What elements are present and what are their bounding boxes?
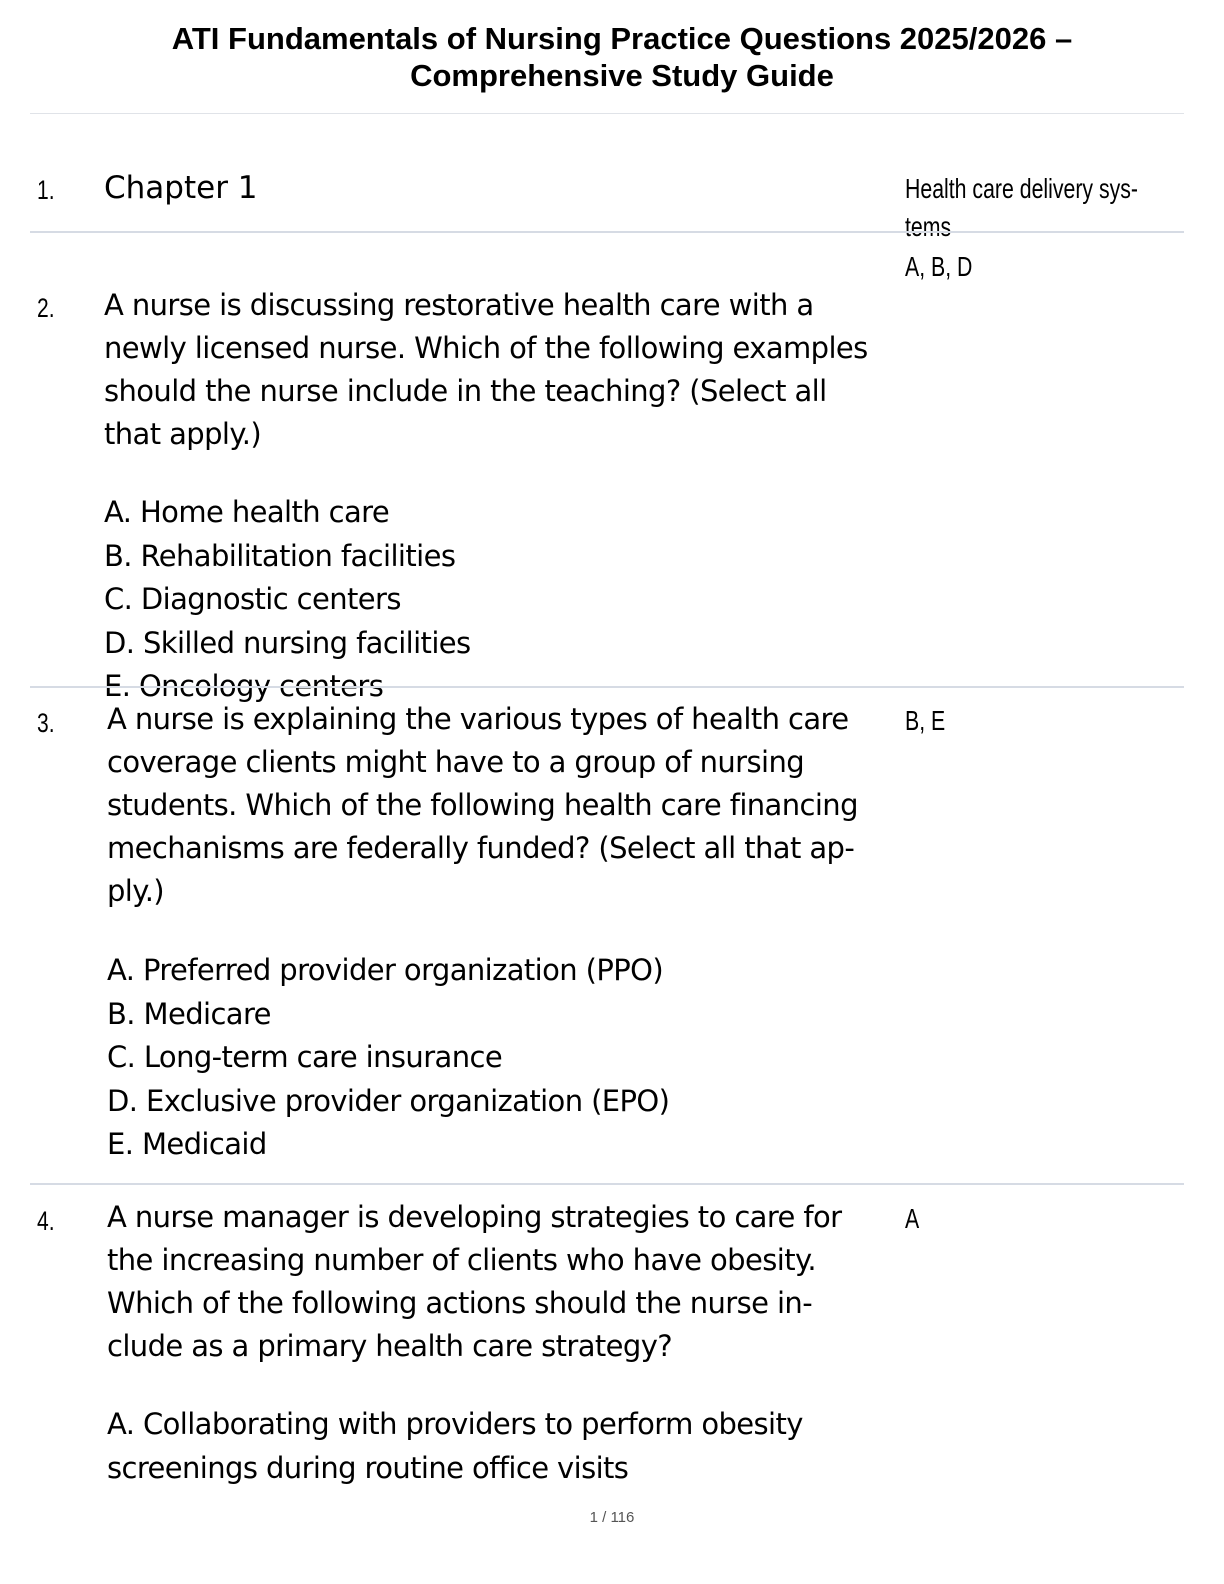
title-line-1: ATI Fundamentals of Nursing Practice Questions 2025/2026 –	[171, 21, 1073, 56]
row-divider	[30, 686, 1184, 688]
title-line-2: Comprehensive Study Guide	[410, 58, 834, 93]
option: A. Preferred provider organization (PPO)	[107, 953, 664, 987]
item-number: 2.	[37, 293, 55, 323]
page-number: 1 / 116	[589, 1509, 635, 1526]
options-list	[107, 949, 907, 1167]
options-list	[104, 491, 904, 709]
question-line: students. Which of the following health care financing	[107, 788, 858, 822]
option: D. Exclusive provider organization (EPO)	[107, 1083, 670, 1118]
option: A. Collaborating with providers to perform obesity	[107, 1407, 803, 1441]
item-number: 4.	[37, 1206, 55, 1236]
row-divider	[30, 1183, 1184, 1185]
question-line: coverage clients might have to a group of nursing	[107, 745, 805, 779]
question-line: that apply.)	[104, 417, 262, 451]
answer-line: tems	[905, 211, 952, 242]
answer	[905, 170, 1138, 246]
chapter-heading: Chapter 1	[104, 170, 258, 206]
question-line: A nurse manager is developing strategies to care for	[107, 1200, 842, 1234]
option: B. Medicare	[107, 996, 271, 1031]
question-line: mechanisms are federally funded? (Select all that ap-	[107, 831, 855, 865]
option: D. Skilled nursing facilities	[104, 625, 471, 660]
option: C. Long-term care insurance	[107, 1040, 503, 1074]
question-text	[107, 1196, 907, 1368]
options-list	[107, 1403, 907, 1490]
answer: B, E	[905, 705, 946, 736]
question-line: Which of the following actions should the nurse in-	[107, 1286, 813, 1320]
option: E. Oncology centers	[104, 669, 384, 703]
option: B. Rehabilitation facilities	[104, 538, 456, 573]
question-line: the increasing number of clients who have obesity.	[107, 1243, 817, 1277]
question-text	[107, 698, 907, 913]
answer-line: Health care delivery sys-	[905, 173, 1138, 204]
title-divider	[30, 113, 1184, 114]
question-line: A nurse is explaining the various types of health care	[107, 702, 849, 736]
option: screenings during routine office visits	[107, 1450, 629, 1485]
answer: A	[905, 1203, 920, 1234]
question-line: newly licensed nurse. Which of the following examples	[104, 331, 868, 365]
item-number: 1.	[37, 175, 55, 205]
document-title	[30, 20, 1214, 94]
option: A. Home health care	[104, 495, 390, 529]
question-line: clude as a primary health care strategy?	[107, 1329, 673, 1363]
option: C. Diagnostic centers	[104, 582, 401, 616]
answer: A, B, D	[905, 251, 973, 282]
question-line: ply.)	[107, 874, 165, 908]
question-text	[104, 284, 904, 456]
question-line: should the nurse include in the teaching? (Select all	[104, 374, 827, 408]
option: E. Medicaid	[107, 1127, 267, 1161]
row-divider	[30, 231, 1184, 233]
question-line: A nurse is discussing restorative health care with a	[104, 288, 814, 322]
item-number: 3.	[37, 708, 55, 738]
